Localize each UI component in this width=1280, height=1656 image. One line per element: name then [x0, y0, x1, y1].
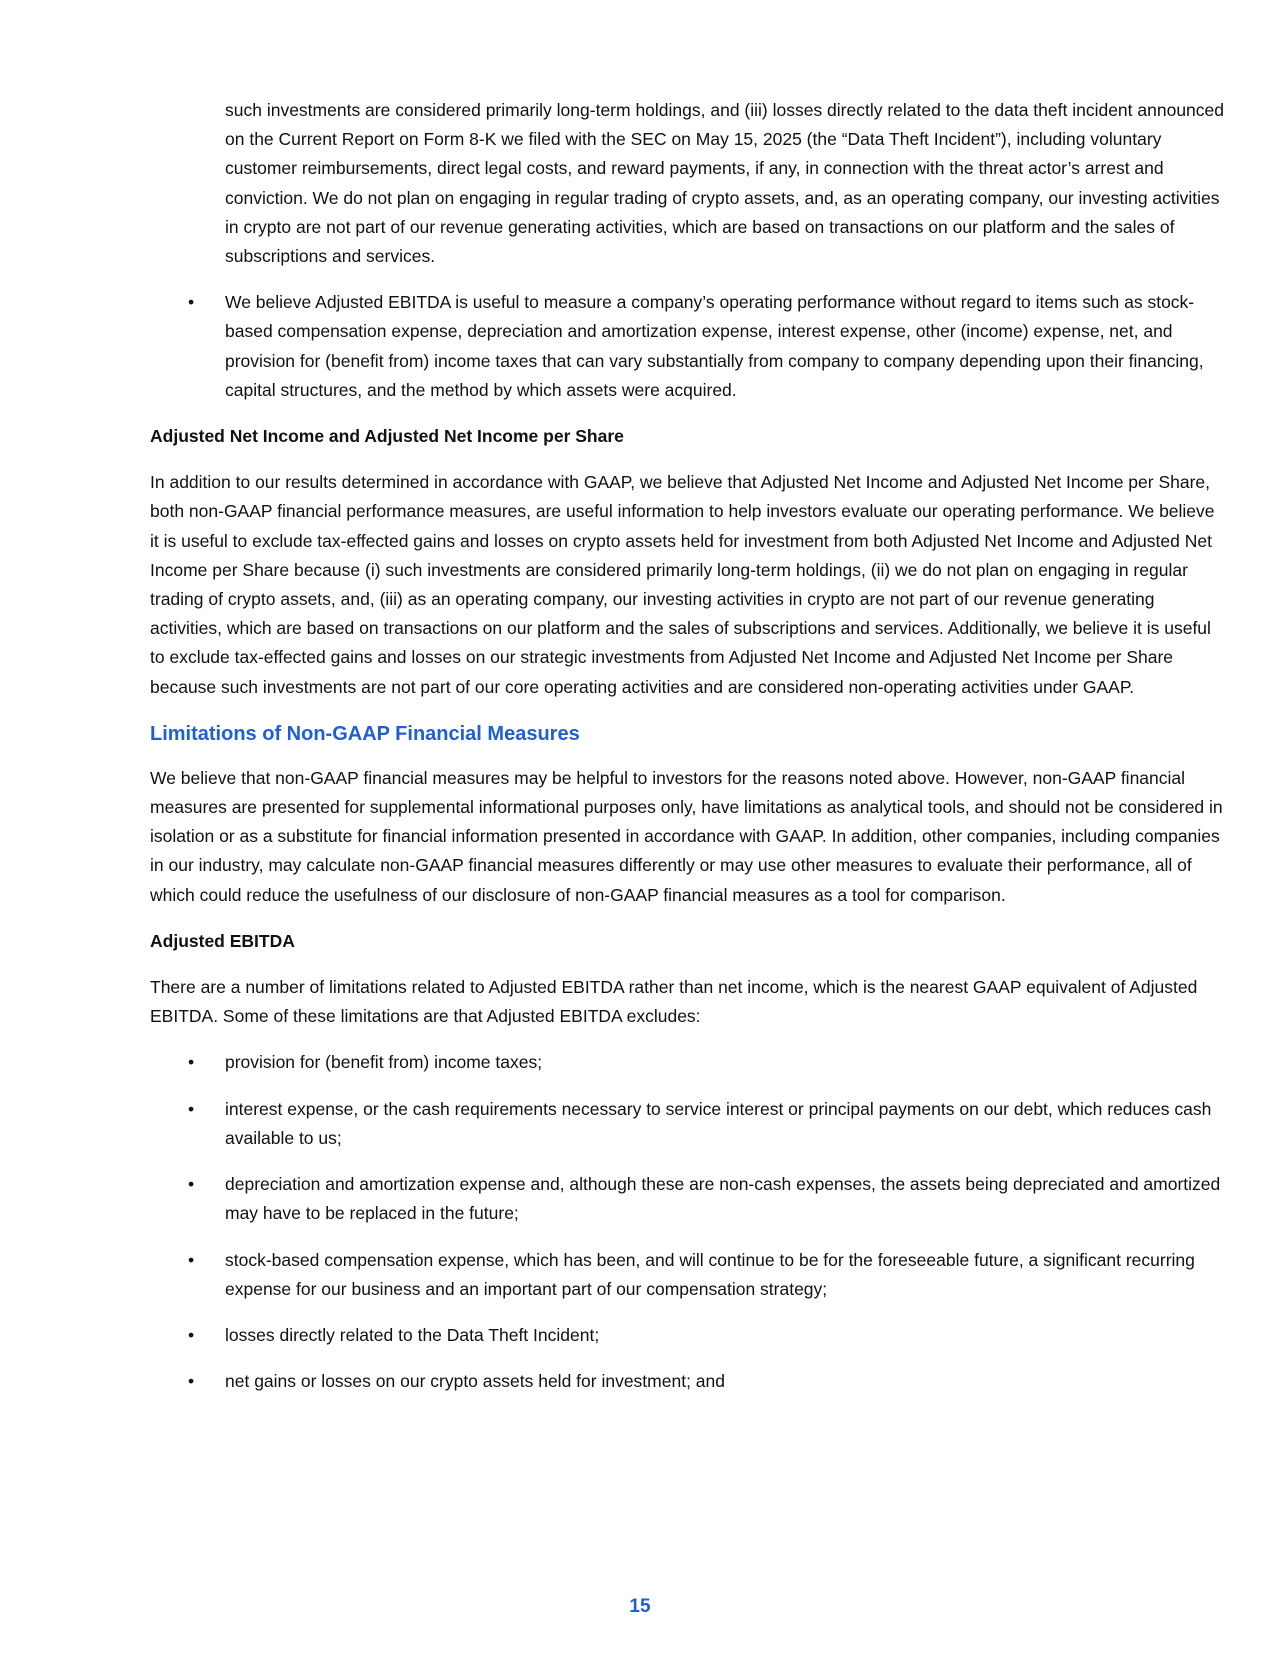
bullet-icon: •: [188, 1371, 195, 1392]
list-item: [150, 1095, 1228, 1153]
page-content: [150, 96, 1228, 1413]
bullet-icon: •: [188, 1052, 195, 1073]
adjusted-ebitda-heading: Adjusted EBITDA: [150, 930, 295, 951]
limitations-section-title: Limitations of Non-GAAP Financial Measures: [150, 722, 580, 745]
list-item: [150, 1367, 1228, 1396]
list-item-text: net gains or losses on our crypto assets held for investment; and: [225, 1371, 725, 1392]
list-item-text: provision for (benefit from) income taxes;: [225, 1052, 543, 1073]
bullet-icon: •: [188, 1249, 195, 1270]
adjusted-net-income-paragraph: In addition to our results determined in accordance with GAAP, we believe that Adjusted Net Income and Adjusted Net Income per Share, both non-GAAP financial performance measures, are useful information to help investors evaluate our operating performance. We believe it is useful to exclude tax-effected gains and losses on crypto assets held for investment from both Adjusted Net Income and Adjusted Net Income per Share because (i) such investments are considered primarily long-term holdings, (ii) we do not plan on engaging in regular trading of crypto assets, and, (iii) as an operating company, our investing activities in crypto are not part of our revenue generating activities, which are based on transactions on our platform and the sales of subscriptions and services. Additionally, we believe it is useful to exclude tax-effected gains and losses on our strategic investments from Adjusted Net Income and Adjusted Net Income per Share because such investments are not part of our core operating activities and are considered non-operating activities under GAAP.: [150, 472, 1215, 697]
bullet-icon: •: [188, 1098, 195, 1119]
list-item: [150, 1170, 1228, 1228]
continued-bullet-text: such investments are considered primarily long-term holdings, and (iii) losses directly related to the data theft incident announced on the Current Report on Form 8-K we filed with the SEC on May 15, 2025 (the “Data Theft Incident”), including voluntary customer reimbursements, direct legal costs, and reward payments, if any, in connection with the threat actor’s arrest and conviction. We do not plan on engaging in regular trading of crypto assets, and, as an operating company, our investing activities in crypto are not part of our revenue generating activities, which are based on transactions on our platform and the sales of subscriptions and services.: [225, 100, 1224, 267]
list-item-text: We believe Adjusted EBITDA is useful to measure a company’s operating performance without regard to items such as stock-based compensation expense, depreciation and amortization expense, interest expense, other (income) expense, net, and provision for (benefit from) income taxes that can vary substantially from company to company depending upon their financing, capital structures, and the method by which assets were acquired.: [225, 292, 1204, 400]
bullet-icon: •: [188, 292, 195, 313]
adjusted-ebitda-intro: There are a number of limitations related to Adjusted EBITDA rather than net income, which is the nearest GAAP equivalent of Adjusted EBITDA. Some of these limitations are that Adjusted EBITDA excludes:: [150, 977, 1198, 1027]
bullet-icon: •: [188, 1174, 195, 1195]
list-item: [150, 288, 1228, 405]
list-item-text: interest expense, or the cash requirements necessary to service interest or principal payments on our debt, which reduces cash available to us;: [225, 1098, 1212, 1148]
list-item-text: stock-based compensation expense, which has been, and will continue to be for the foreseeable future, a significant recurring expense for our business and an important part of our compensation strategy;: [225, 1249, 1195, 1299]
adjusted-net-income-heading: Adjusted Net Income and Adjusted Net Income per Share: [150, 426, 624, 447]
limitations-paragraph: We believe that non-GAAP financial measures may be helpful to investors for the reasons noted above. However, non-GAAP financial measures are presented for supplemental informational purposes only, have limitations as analytical tools, and should not be considered in isolation or as a substitute for financial information presented in accordance with GAAP. In addition, other companies, including companies in our industry, may calculate non-GAAP financial measures differently or may use other measures to evaluate their performance, all of which could reduce the usefulness of our disclosure of non-GAAP financial measures as a tool for comparison.: [150, 767, 1223, 905]
bullet-icon: •: [188, 1324, 195, 1345]
list-item: [150, 1048, 1228, 1077]
list-item: [150, 1321, 1228, 1350]
page-number: 15: [629, 1596, 651, 1617]
list-item-text: losses directly related to the Data Theft Incident;: [225, 1324, 600, 1345]
list-item: [150, 1246, 1228, 1304]
list-item-text: depreciation and amortization expense and, although these are non-cash expenses, the assets being depreciated and amortized may have to be replaced in the future;: [225, 1174, 1221, 1224]
